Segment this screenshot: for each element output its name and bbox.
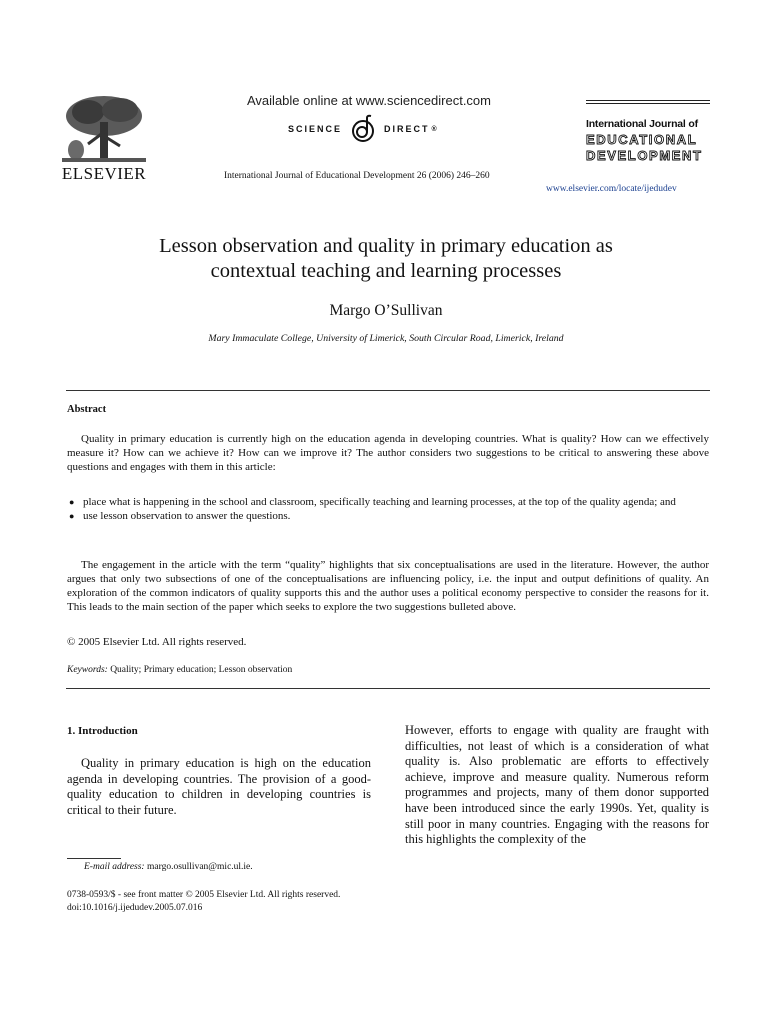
intro-right-paragraph: However, efforts to engage with quality are fraught with difficulties, not least of which is a consideration of what quality is. Also problematic are efforts to effectively achieve, improve and measure quality. Numerous reform programmes and projects, many of them donor supported have been introduced since the early 1990s. Yet, quality is still poor in many countries. Engaging with the reasons for this highlights the complexity of the (405, 723, 709, 847)
journal-logo-line2: DEVELOPMENT (586, 148, 703, 163)
footer-issn: 0738-0593/$ - see front matter © 2005 Elsevier Ltd. All rights reserved. (67, 890, 341, 900)
abstract-bullet-list (67, 495, 709, 523)
abstract-paragraph-1: Quality in primary education is currently high on the education agenda in developing countries. What is quality? How can we effectively measure it? How can we achieve it? How can we improve it? The author considers two suggestions to be critical to answering these above questions and engages with them in this article: (67, 433, 709, 473)
email-label: E-mail address: (84, 862, 145, 872)
keywords-list: Quality; Primary education; Lesson observation (110, 665, 293, 675)
sciencedirect-d-icon (348, 114, 378, 144)
keywords-label: Keywords: (67, 665, 108, 675)
page-footer (67, 889, 340, 915)
keywords (67, 665, 292, 675)
sd-right-text: DIRECT (384, 124, 430, 134)
sd-left-text: SCIENCE (288, 124, 343, 134)
sciencedirect-logo (288, 114, 437, 144)
abstract-heading: Abstract (67, 404, 107, 415)
title-line-2: contextual teaching and learning processes (210, 260, 562, 282)
divider (66, 688, 710, 689)
journal-logo-line1: EDUCATIONAL (586, 132, 698, 147)
journal-citation: International Journal of Educational Development 26 (2006) 246–260 (224, 171, 490, 181)
publisher-name: ELSEVIER (61, 164, 147, 183)
available-online-text: Available online at www.sciencedirect.com (247, 93, 491, 108)
article-title (60, 234, 712, 284)
section-heading: 1. Introduction (67, 725, 138, 737)
author-affiliation: Mary Immaculate College, University of Limerick, South Circular Road, Limerick, Ireland (208, 333, 564, 344)
journal-logo (586, 98, 710, 162)
author-email (84, 862, 253, 872)
email-address-link[interactable]: margo.osullivan@mic.ul.ie. (146, 862, 253, 872)
abstract-paragraph-2: The engagement in the article with the term “quality” highlights that six conceptualisations are used in the literature. However, the author argues that only two subsections of one of the conceptualisations are influencing policy, i.e. the input and output definitions of quality. An exploration of the common indicators of quality supports this and the author uses a political economy perspective to consider the reasons for it. This leads to the main section of the paper which seeks to explore the two suggestions bulleted above. (67, 559, 709, 613)
footer-doi[interactable]: doi:10.1016/j.ijedudev.2005.07.016 (67, 903, 203, 913)
list-item: ● place what is happening in the school and classroom, specifically teaching and learning processes, at the top of the quality agenda; and (67, 495, 709, 509)
journal-url-link[interactable]: www.elsevier.com/locate/ijedudev (546, 184, 677, 194)
sd-registered-mark: ® (431, 125, 437, 133)
journal-logo-rule (586, 103, 710, 104)
journal-logo-rule (586, 100, 710, 101)
divider (66, 390, 710, 391)
author-name: Margo O’Sullivan (329, 302, 443, 319)
abstract-copyright: © 2005 Elsevier Ltd. All rights reserved. (67, 636, 247, 648)
intro-left-paragraph: Quality in primary education is high on the education agenda in developing countries. The provision of a good-quality education to children in developing countries is critical to their future. (67, 756, 371, 817)
journal-logo-title: International Journal of (586, 118, 698, 130)
title-line-1: Lesson observation and quality in primary education as (159, 235, 613, 257)
footnote-rule (67, 858, 121, 859)
list-item: ● use lesson observation to answer the questions. (67, 509, 709, 523)
